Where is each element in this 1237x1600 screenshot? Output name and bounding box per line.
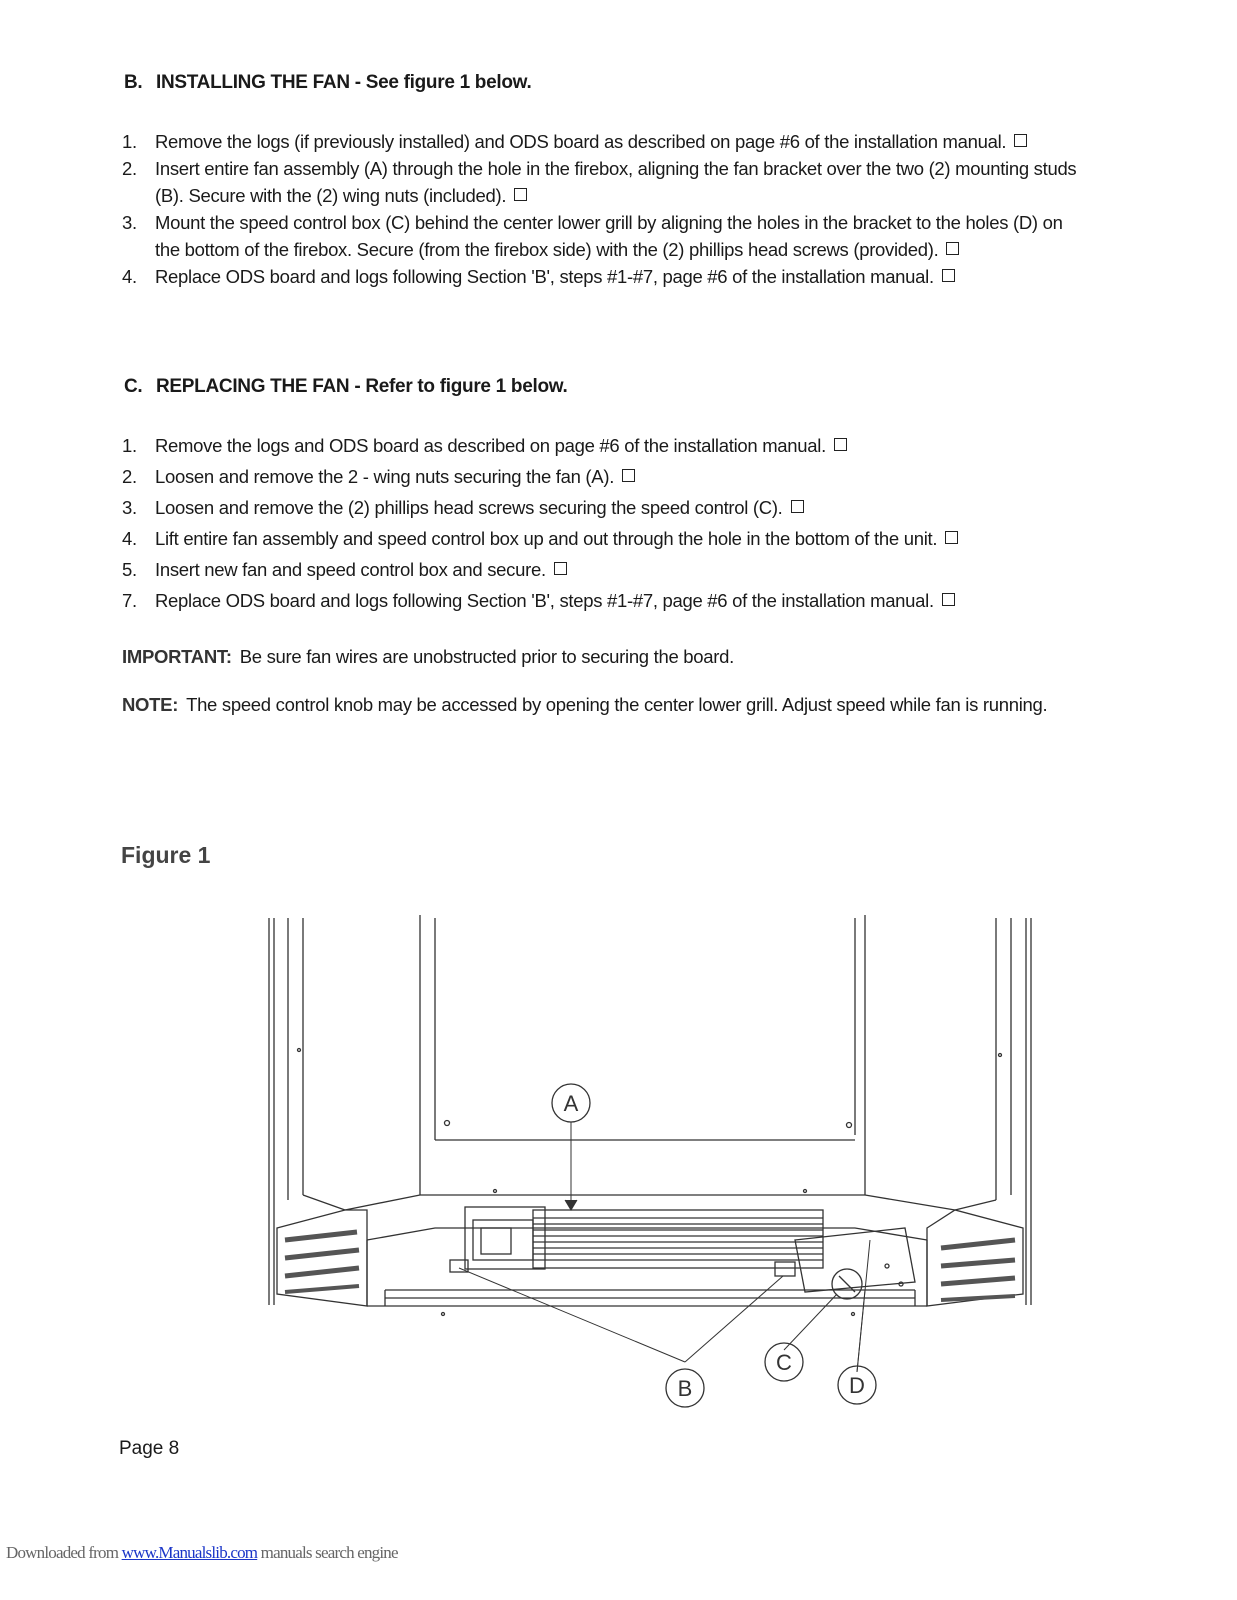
callout-label-b: B [677, 1376, 693, 1401]
callout-label-c: C [776, 1350, 792, 1375]
step-text: Insert new fan and speed control box and secure. [155, 559, 546, 580]
list-item: 1. Remove the logs and ODS board as described on page #6 of the installation manual. [122, 432, 1082, 459]
callout-label-a: A [563, 1091, 579, 1116]
step-text: Loosen and remove the 2 - wing nuts securing the fan (A). [155, 466, 615, 487]
step-text: Remove the logs and ODS board as described on page #6 of the installation manual. [155, 435, 826, 456]
checkbox-icon [554, 562, 567, 575]
step-text: Mount the speed control box (C) behind the center lower grill by aligning the holes in the bracket to the holes (D) on the bottom of the firebox. Secure (from the firebox side) with the (2) phillips head screws (provided). [155, 212, 1063, 260]
section-b-title: INSTALLING THE FAN - See figure 1 below. [156, 72, 532, 93]
footer-suffix: manuals search engine [257, 1543, 398, 1562]
callout-a [552, 1084, 590, 1122]
callout-c [765, 1343, 803, 1381]
page-number: Page 8 [119, 1438, 180, 1459]
note-label: NOTE: [122, 694, 179, 715]
footer-prefix: Downloaded from [6, 1543, 122, 1562]
step-text: Loosen and remove the (2) phillips head screws securing the speed control (C). [155, 497, 783, 518]
section-b-steps [122, 128, 1082, 290]
checkbox-icon [942, 269, 955, 282]
step-text: Insert entire fan assembly (A) through the hole in the firebox, aligning the fan bracket over the two (2) mounting studs (B). Secure with the (2) wing nuts (included). [155, 158, 1077, 206]
section-c-heading [124, 376, 568, 398]
section-c-title: REPLACING THE FAN - Refer to figure 1 below. [156, 376, 568, 397]
callout-b [666, 1369, 704, 1407]
manualslib-link[interactable]: www.Manualslib.com [121, 1543, 258, 1562]
note-text: The speed control knob may be accessed by opening the center lower grill. Adjust speed while fan is running. [186, 694, 1048, 715]
list-item: 5. Insert new fan and speed control box and secure. [122, 556, 1082, 583]
checkbox-icon [946, 242, 959, 255]
list-item: 2. Insert entire fan assembly (A) through the hole in the firebox, aligning the fan bracket over the two (2) mounting studs (B). Secure with the (2) wing nuts (included). [122, 158, 1077, 206]
right-louver-grill [927, 1210, 1023, 1306]
checkbox-icon [622, 469, 635, 482]
section-b-heading [124, 72, 531, 94]
list-item: 3. Loosen and remove the (2) phillips head screws securing the speed control (C). [122, 494, 1082, 521]
blower-fan-assembly [450, 1207, 823, 1276]
callout-leaders [459, 1122, 870, 1372]
list-item: 1. Remove the logs (if previously installed) and ODS board as described on page #6 of the installation manual. [122, 128, 1082, 155]
list-item: 4. Lift entire fan assembly and speed control box up and out through the hole in the bottom of the unit. [122, 525, 1082, 552]
checkbox-icon [1014, 134, 1027, 147]
important-note [122, 646, 734, 668]
figure-title: Figure 1 [121, 842, 211, 868]
checkbox-icon [942, 593, 955, 606]
list-item: 4. Replace ODS board and logs following Section 'B', steps #1-#7, page #6 of the installation manual. [122, 263, 1082, 290]
step-text: Replace ODS board and logs following Section 'B', steps #1-#7, page #6 of the installation manual. [155, 590, 934, 611]
list-item: 3. Mount the speed control box (C) behind the center lower grill by aligning the holes in the bracket to the holes (D) on the bottom of the firebox. Secure (from the firebox side) with the (2) phillips head screws (provided). [122, 212, 1063, 260]
checkbox-icon [945, 531, 958, 544]
checkbox-icon [514, 188, 527, 201]
callout-label-d: D [849, 1373, 865, 1398]
step-text: Lift entire fan assembly and speed control box up and out through the hole in the bottom of the unit. [155, 528, 938, 549]
checkbox-icon [834, 438, 847, 451]
step-text: Remove the logs (if previously installed) and ODS board as described on page #6 of the installation manual. [155, 131, 1007, 152]
list-item: 2. Loosen and remove the 2 - wing nuts securing the fan (A). [122, 463, 1082, 490]
speed-note [122, 694, 1047, 716]
step-text: Replace ODS board and logs following Section 'B', steps #1-#7, page #6 of the installation manual. [155, 266, 934, 287]
firebox-back-panel [345, 915, 955, 1210]
section-c-steps [122, 432, 1082, 614]
fan-installation-diagram [255, 910, 1045, 1410]
speed-control-box [795, 1228, 915, 1299]
list-item: 7. Replace ODS board and logs following Section 'B', steps #1-#7, page #6 of the installation manual. [122, 587, 1082, 614]
section-b-letter: B. [124, 72, 143, 93]
firebox-side-walls [269, 918, 1031, 1305]
checkbox-icon [791, 500, 804, 513]
download-footer [6, 1543, 398, 1563]
important-label: IMPORTANT: [122, 646, 232, 667]
important-text: Be sure fan wires are unobstructed prior to securing the board. [239, 646, 734, 667]
left-louver-grill [277, 1210, 367, 1306]
section-c-letter: C. [124, 376, 143, 397]
